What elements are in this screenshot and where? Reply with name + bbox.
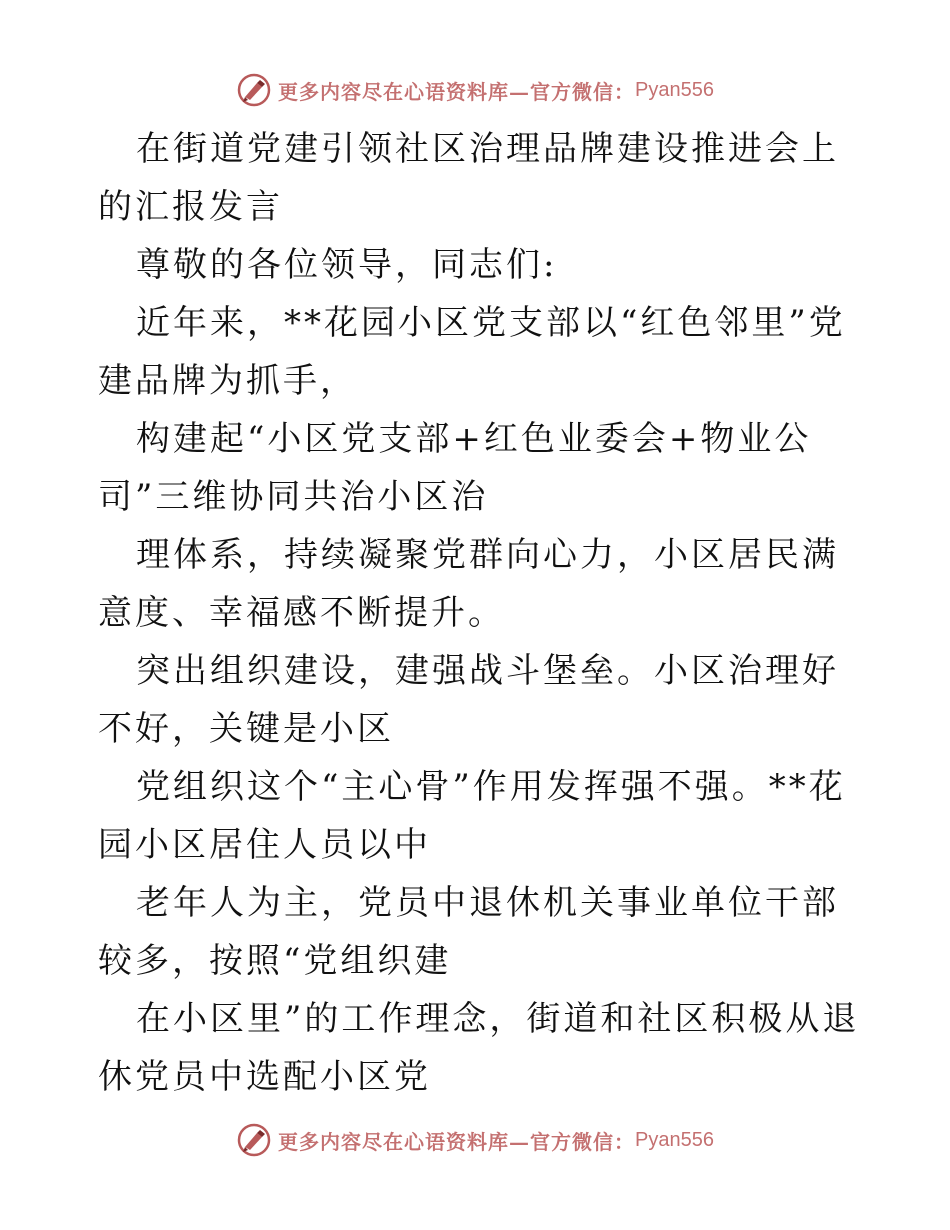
watermark-wechat-id: Pyan556: [635, 1128, 714, 1151]
pen-logo-icon: [236, 72, 272, 108]
header-watermark: [0, 70, 950, 110]
paragraph: 构建起“小区党支部+红色业委会+物业公司”三维协同共治小区治: [98, 419, 812, 517]
footer-watermark: [0, 1120, 950, 1160]
paragraph: 理体系，持续凝聚党群向心力，小区居民满意度、幸福感不断提升。: [98, 535, 839, 633]
paragraph: 老年人为主，党员中退休机关事业单位干部较多，按照“党组织建: [98, 883, 839, 981]
document-title: 在街道党建引领社区治理品牌建设推进会上的汇报发言: [98, 129, 839, 227]
paragraph: 在小区里”的工作理念，街道和社区积极从退休党员中选配小区党: [98, 999, 860, 1097]
paragraph: 党组织这个“主心骨”作用发挥强不强。**花园小区居住人员以中: [98, 767, 846, 865]
watermark-text: 更多内容尽在心语资料库—官方微信：: [278, 79, 636, 104]
document-body: [98, 120, 868, 1106]
paragraph: 突出组织建设，建强战斗堡垒。小区治理好不好，关键是小区: [98, 651, 839, 749]
paragraph: 近年来，**花园小区党支部以“红色邻里”党建品牌为抓手，: [98, 303, 846, 401]
pen-logo-icon: [236, 1122, 272, 1158]
watermark-wechat-id: Pyan556: [635, 78, 714, 101]
paragraph: 尊敬的各位领导，同志们:: [136, 245, 558, 285]
watermark-text: 更多内容尽在心语资料库—官方微信：: [278, 1129, 636, 1154]
